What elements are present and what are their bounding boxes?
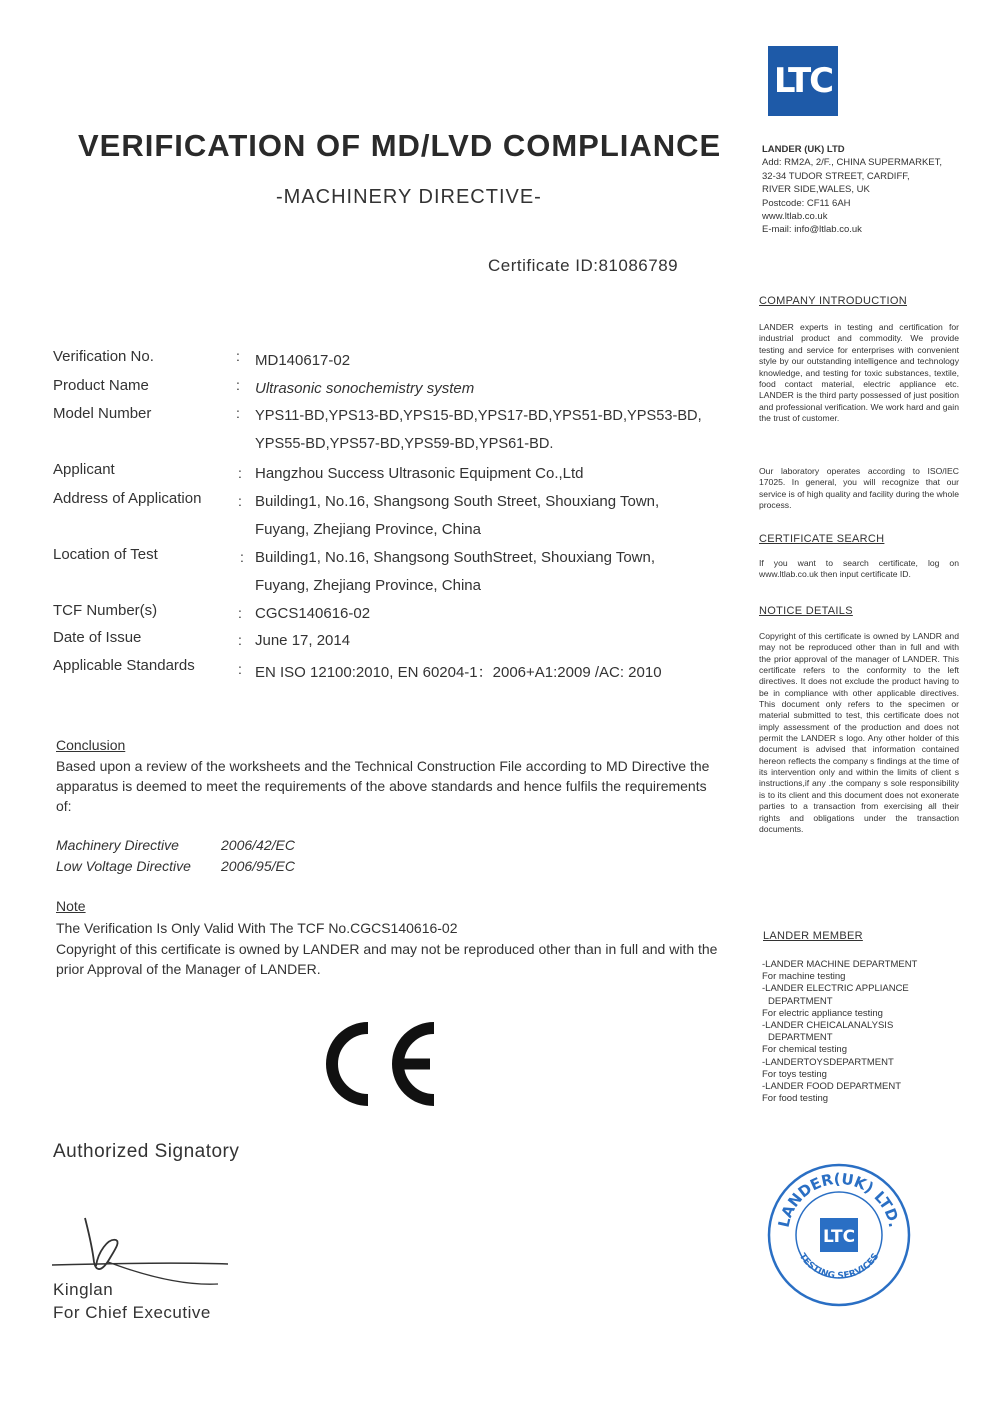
field-value-model-number: YPS11-BD,YPS13-BD,YPS15-BD,YPS17-BD,YPS51-BD,YPS53-BD, bbox=[255, 408, 702, 424]
list-item: For chemical testing bbox=[762, 1044, 848, 1056]
lander-member-heading: LANDER MEMBER bbox=[763, 930, 863, 942]
note-heading: Note bbox=[56, 898, 86, 914]
signatory-name: Kinglan bbox=[53, 1280, 114, 1299]
field-value-tcf-number: CGCS140616-02 bbox=[255, 605, 371, 622]
seal-top-text: LANDER(UK) LTD. bbox=[774, 1169, 904, 1230]
field-colon: : bbox=[238, 493, 242, 509]
notice-details-heading: NOTICE DETAILS bbox=[759, 605, 853, 617]
note-line: The Verification Is Only Valid With The TCF No.CGCS140616-02 bbox=[56, 920, 458, 936]
list-item: For machine testing bbox=[762, 971, 846, 983]
field-label-address-of-application: Address of Application bbox=[53, 490, 202, 507]
company-seal-icon bbox=[764, 1160, 914, 1310]
field-label-date-of-issue: Date of Issue bbox=[53, 629, 142, 646]
directive-name: Low Voltage Directive bbox=[56, 858, 191, 874]
seal-center-text: LTC bbox=[822, 1227, 856, 1247]
field-value-applicable-standards: EN ISO 12100:2010, EN 60204-1：2006+A1:2009 /AC: 2010 bbox=[255, 664, 662, 681]
certificate-id: Certificate ID:81086789 bbox=[488, 256, 679, 275]
list-item: For toys testing bbox=[762, 1068, 827, 1080]
list-item: -LANDER FOOD DEPARTMENT bbox=[762, 1081, 901, 1093]
field-colon: : bbox=[236, 377, 240, 393]
page-subtitle: -MACHINERY DIRECTIVE- bbox=[276, 186, 542, 208]
field-value-product-name: Ultrasonic sonochemistry system bbox=[255, 380, 475, 397]
field-value-applicant: Hangzhou Success Ultrasonic Equipment Co.,Ltd bbox=[255, 465, 584, 482]
field-label-applicant: Applicant bbox=[53, 461, 115, 478]
field-colon: : bbox=[236, 405, 240, 421]
field-value-location-of-test: Building1, No.16, Shangsong SouthStreet, Shouxiang Town, bbox=[255, 549, 656, 566]
directive-code: 2006/42/EC bbox=[221, 837, 295, 853]
list-item: DEPARTMENT bbox=[768, 1032, 833, 1044]
conclusion-text: Based upon a review of the worksheets and the Technical Construction File according to MD Directive the apparatus is deemed to meet the requirements of the above standards and hence fulfils the requirements of: bbox=[56, 758, 710, 814]
company-intro-text: LANDER experts in testing and certification for industrial product and commodity. We provide testing and service for enterprises with convenient style by our outstanding intelligence and technology knowledge, and testing for toxic substances, textile, food contact material, electric appliance etc. LANDER is the third party possessed of just position and professional verification. We work hard and gain the trust of customer. bbox=[759, 322, 959, 424]
field-value-address-of-application-line2: Fuyang, Zhejiang Province, China bbox=[255, 521, 481, 538]
seal-bottom-text: TESTING SERVICES bbox=[796, 1251, 882, 1282]
field-colon: : bbox=[238, 632, 242, 648]
company-intro-text-2: Our laboratory operates according to ISO/IEC 17025. In general, you will recognize that our service is of high quality and facility during the whole process. bbox=[759, 466, 959, 511]
company-address bbox=[762, 143, 942, 237]
address-line: E-mail: info@ltlab.co.uk bbox=[762, 224, 862, 236]
field-value-model-number-line2: YPS55-BD,YPS57-BD,YPS59-BD,YPS61-BD. bbox=[255, 436, 554, 452]
list-item: -LANDER ELECTRIC APPLIANCE bbox=[762, 983, 909, 995]
certificate-search-text: If you want to search certificate, log on www.ltlab.co.uk then input certificate ID. bbox=[759, 558, 959, 580]
svg-text:TESTING SERVICES bbox=[797, 1252, 881, 1282]
field-value-location-of-test-line2: Fuyang, Zhejiang Province, China bbox=[255, 577, 481, 594]
field-colon: : bbox=[238, 465, 242, 481]
field-label-model-number: Model Number bbox=[53, 405, 152, 422]
signature-icon bbox=[50, 1210, 260, 1290]
conclusion-heading: Conclusion bbox=[56, 737, 126, 753]
address-line: Add: RM2A, 2/F., CHINA SUPERMARKET, bbox=[762, 157, 943, 169]
page-title: VERIFICATION OF MD/LVD COMPLIANCE bbox=[78, 128, 722, 163]
list-item: DEPARTMENT bbox=[768, 995, 833, 1007]
field-label-product-name: Product Name bbox=[53, 377, 149, 394]
directive-name: Machinery Directive bbox=[56, 837, 179, 853]
field-label-applicable-standards: Applicable Standards bbox=[53, 657, 195, 674]
field-value-address-of-application: Building1, No.16, Shangsong South Street, Shouxiang Town, bbox=[255, 493, 660, 510]
notice-details-text: Copyright of this certificate is owned by LANDR and may not be reproduced other than in full and with the prior approval of the manager of LANDER. This certificate refers to the conformity to the left directives. It does not exclude the product having to be in compliance with other applicable directives. This document only refers to the specimen or material submitted to test, this certificate does not imply assessment of the production and does not permit the LANDER s logo. Any other holder of this document is advised that information contained hereon reflects the company s findings at the time of its intervention only and within the limits of client s instructions,if any .the company s sole responsibility is to its client and this document does not exonerate parties to a transaction from exercising all their rights and obligations under the transaction documents. bbox=[759, 631, 959, 834]
list-item: -LANDER CHEICALANALYSIS bbox=[762, 1020, 894, 1032]
certificate-search-heading: CERTIFICATE SEARCH bbox=[759, 533, 885, 545]
list-item: -LANDER MACHINE DEPARTMENT bbox=[762, 959, 918, 970]
field-colon: : bbox=[240, 549, 244, 565]
signatory-role: For Chief Executive bbox=[53, 1303, 211, 1322]
field-value-verification-no: MD140617-02 bbox=[255, 352, 351, 369]
field-label-location-of-test: Location of Test bbox=[53, 546, 158, 563]
authorized-signatory-label: Authorized Signatory bbox=[53, 1141, 240, 1162]
list-item: For food testing bbox=[762, 1093, 829, 1105]
address-line: Postcode: CF11 6AH bbox=[762, 197, 851, 209]
field-value-date-of-issue: June 17, 2014 bbox=[255, 632, 351, 649]
company-intro-heading: COMPANY INTRODUCTION bbox=[759, 295, 907, 307]
ce-mark-icon bbox=[318, 1018, 442, 1110]
directive-code: 2006/95/EC bbox=[221, 858, 295, 874]
field-colon: : bbox=[238, 661, 242, 677]
address-line: www.ltlab.co.uk bbox=[762, 211, 828, 223]
company-name: LANDER (UK) LTD bbox=[762, 144, 845, 155]
lander-member-list bbox=[762, 959, 972, 1105]
address-line: RIVER SIDE,WALES, UK bbox=[762, 184, 870, 196]
note-line: Copyright of this certificate is owned by LANDER and may not be reproduced other than in full and with the prior Approval of the Manager of LANDER. bbox=[56, 941, 718, 977]
field-label-tcf-number: TCF Number(s) bbox=[53, 602, 158, 619]
ltc-logo-icon: LTC bbox=[768, 46, 838, 116]
address-line: 32-34 TUDOR STREET, CARDIFF, bbox=[762, 170, 910, 182]
field-colon: : bbox=[238, 605, 242, 621]
list-item: -LANDERTOYSDEPARTMENT bbox=[762, 1056, 894, 1068]
list-item: For electric appliance testing bbox=[762, 1007, 883, 1019]
field-colon: : bbox=[236, 348, 240, 364]
field-label-verification-no: Verification No. bbox=[53, 348, 154, 365]
